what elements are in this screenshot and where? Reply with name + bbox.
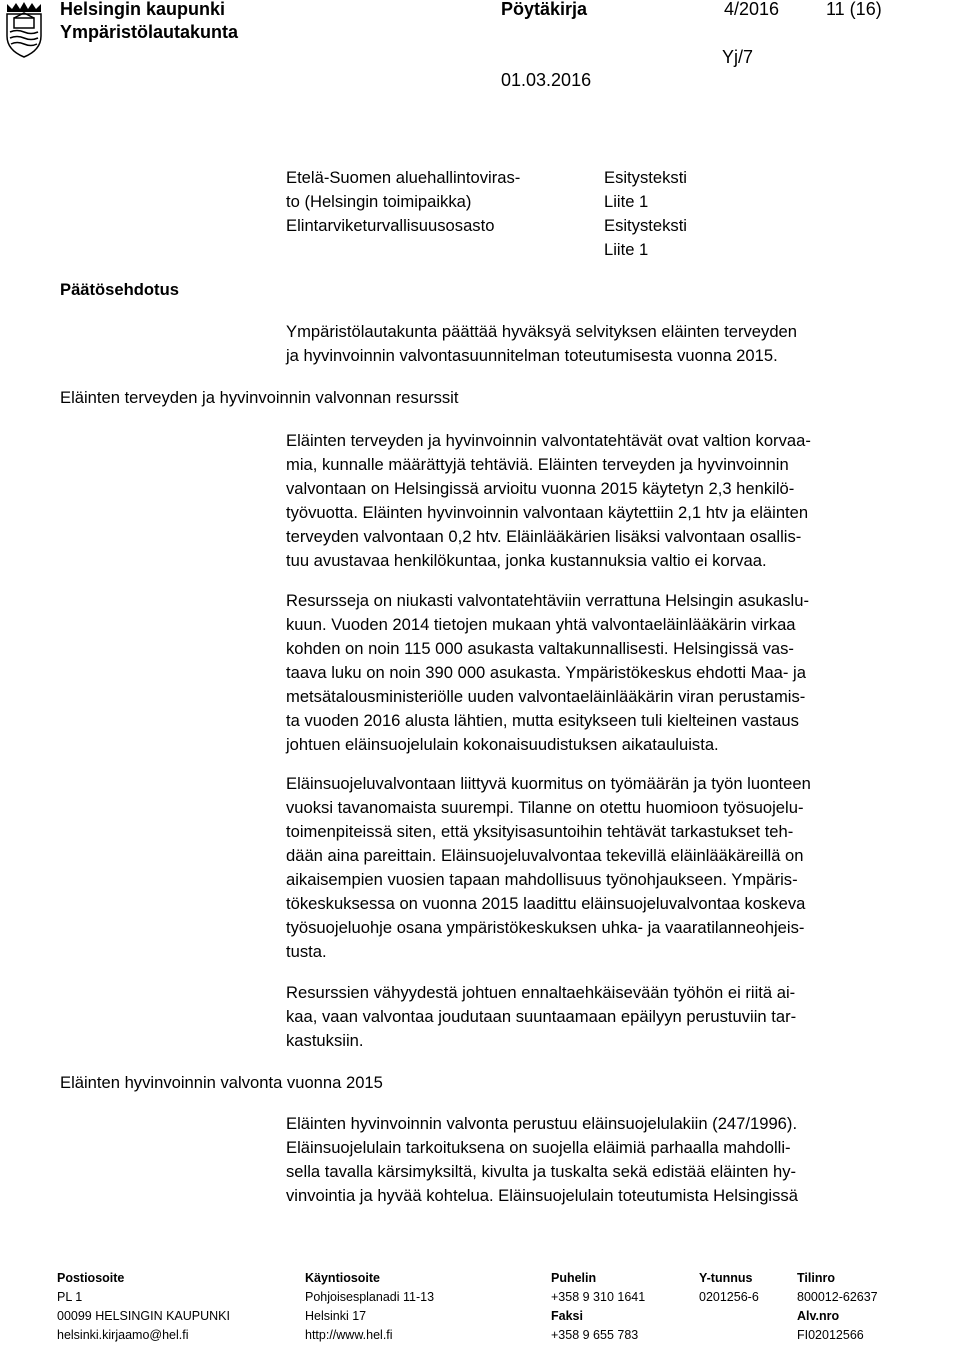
header-page: 11 (16) (826, 0, 882, 19)
footer-label: Postiosoite (57, 1271, 125, 1285)
recipient-line: Etelä-Suomen aluehallintoviras- (286, 168, 521, 187)
header-city: Helsingin kaupunki (60, 0, 226, 19)
footer-business-id (699, 1269, 759, 1307)
resources-paragraph-4 (286, 981, 960, 1053)
resources-paragraph-3 (286, 772, 960, 964)
text-line: ta vuoden 2016 alusta lähtien, mutta esitykseen tuli kielteinen vastaus (286, 711, 799, 730)
welfare-heading: Eläinten hyvinvoinnin valvonta vuonna 2015 (60, 1073, 383, 1092)
footer-visit (305, 1269, 434, 1345)
footer-email[interactable]: helsinki.kirjaamo@hel.fi (57, 1328, 189, 1342)
footer-phone (551, 1269, 645, 1345)
text-line: kuun. Vuoden 2014 tietojen mukaan yhtä valvontaeläinlääkärin virkaa (286, 615, 796, 634)
text-line: dään aina pareittain. Eläinsuojeluvalvontaa tekevillä eläinlääkäreillä on (286, 846, 804, 865)
footer-value: +358 9 310 1641 (551, 1290, 646, 1304)
footer-postal (57, 1269, 230, 1345)
text-line: työvuotta. Eläinten hyvinvoinnin valvontaan käytettiin 2,1 htv ja eläinten (286, 503, 809, 522)
attachment-item: Liite 1 (604, 191, 649, 211)
text-line: toimenpiteissä siten, että yksityisasuntoihin tehtävät tarkastukset teh- (286, 822, 794, 841)
text-line: tökeskuksessa on vuonna 2015 laadittu eläinsuojeluvalvontaa koskeva (286, 894, 806, 913)
footer-value: PL 1 (57, 1290, 83, 1304)
text-line: Resursseja on niukasti valvontatehtäviin verrattuna Helsingin asukaslu- (286, 591, 809, 610)
footer-value: Helsinki 17 (305, 1309, 367, 1323)
resources-paragraph-2 (286, 589, 960, 757)
text-line: Resurssien vähyydestä johtuen ennaltaehkäisevään työhön ei riitä ai- (286, 983, 796, 1002)
header-date: 01.03.2016 (501, 70, 592, 90)
text-line: vuoksi tavanomaista suurempi. Tilanne on otettu huomioon työsuojelu- (286, 798, 804, 817)
footer-value: +358 9 655 783 (551, 1328, 639, 1342)
text-line: mia, kunnalle määrättyjä tehtäviä. Eläinten terveyden ja hyvinvoinnin (286, 455, 789, 474)
recipient-line: Elintarviketurvallisuusosasto (286, 215, 495, 235)
text-line: työsuojeluohje osana ympäristökeskuksen uhka- ja vaaratilanneohjeis- (286, 918, 805, 937)
header-doc-number: 4/2016 (724, 0, 780, 19)
text-line: Ympäristölautakunta päättää hyväksyä selvityksen eläinten terveyden (286, 322, 798, 341)
text-line: tuu avustavaa henkilökuntaa, jonka kustannuksia valtio ei korvaa. (286, 551, 767, 570)
footer-value: 0201256-6 (699, 1290, 759, 1304)
text-line: tusta. (286, 942, 327, 961)
footer-label: Tilinro (797, 1271, 835, 1285)
text-line: kohden on noin 115 000 asukasta valtakunnallisesti. Helsingissä vas- (286, 639, 794, 658)
text-line: vinvointia ja hyvää kohtelua. Eläinsuojelulain toteutumista Helsingissä (286, 1186, 798, 1205)
text-line: valvontaan on Helsingissä arvioitu vuonna 2015 käytetyn 2,3 henkilö- (286, 479, 795, 498)
footer-website-link[interactable]: http://www.hel.fi (305, 1328, 393, 1342)
text-line: kaa, vaan valvontaa joudutaan suuntaamaan epäilyyn perustuviin tar- (286, 1007, 797, 1026)
helsinki-crest-icon (0, 0, 48, 60)
text-line: Eläinten terveyden ja hyvinvoinnin valvontatehtävät ovat valtion korvaa- (286, 431, 811, 450)
text-line: Eläinsuojeluvalvontaan liittyvä kuormitus on työmäärän ja työn luonteen (286, 774, 811, 793)
text-line: kastuksiin. (286, 1031, 364, 1050)
text-line: Eläinsuojelulain tarkoituksena on suojella eläimiä parhaalla mahdolli- (286, 1138, 791, 1157)
proposal-text (286, 320, 960, 368)
header-doc-type: Pöytäkirja (501, 0, 588, 19)
footer-label: Y-tunnus (699, 1271, 753, 1285)
footer-label: Puhelin (551, 1271, 597, 1285)
resources-heading: Eläinten terveyden ja hyvinvoinnin valvonnan resurssit (60, 388, 459, 407)
attachment-list (604, 166, 687, 262)
text-line: Eläinten hyvinvoinnin valvonta perustuu eläinsuojelulakiin (247/1996). (286, 1114, 798, 1133)
footer-value: FI02012566 (797, 1328, 864, 1342)
attachment-item: Liite 1 (604, 239, 649, 259)
welfare-paragraph (286, 1112, 960, 1208)
text-line: sella tavalla kärsimyksiltä, kivulta ja tuskalta sekä edistää eläinten hy- (286, 1162, 797, 1181)
text-line: aikaisempien vuosien tapaan mahdollisuus työnohjaukseen. Ympäris- (286, 870, 798, 889)
footer-label: Alv.nro (797, 1309, 840, 1323)
text-line: taava luku on noin 390 000 asukasta. Ympäristökeskus ehdotti Maa- ja (286, 663, 806, 682)
attachment-item: Esitysteksti (604, 215, 687, 235)
footer-account (797, 1269, 878, 1345)
attachment-item: Esitysteksti (604, 168, 687, 187)
header-section: Yj/7 (722, 47, 754, 67)
text-line: johtuen eläinsuojelulain kokonaisuudistuksen aikatauluista. (286, 735, 719, 754)
footer-value: Pohjoisesplanadi 11-13 (305, 1290, 435, 1304)
text-line: metsätalousministeriölle uuden valvontaeläinlääkärin viran perustamis- (286, 687, 806, 706)
footer-value: 00099 HELSINGIN KAUPUNKI (57, 1309, 230, 1323)
text-line: ja hyvinvoinnin valvontasuunnitelman toteutumisesta vuonna 2015. (286, 346, 778, 365)
footer-label: Faksi (551, 1309, 583, 1323)
footer-value: 800012-62637 (797, 1290, 878, 1304)
proposal-heading: Päätösehdotus (60, 280, 179, 299)
header-board: Ympäristölautakunta (60, 22, 239, 42)
text-line: terveyden valvontaan 0,2 htv. Eläinlääkärien lisäksi valvontaan osallis- (286, 527, 802, 546)
resources-paragraph-1 (286, 429, 960, 573)
recipient-list (286, 166, 520, 238)
footer-label: Käyntiosoite (305, 1271, 381, 1285)
recipient-line: to (Helsingin toimipaikka) (286, 191, 472, 211)
